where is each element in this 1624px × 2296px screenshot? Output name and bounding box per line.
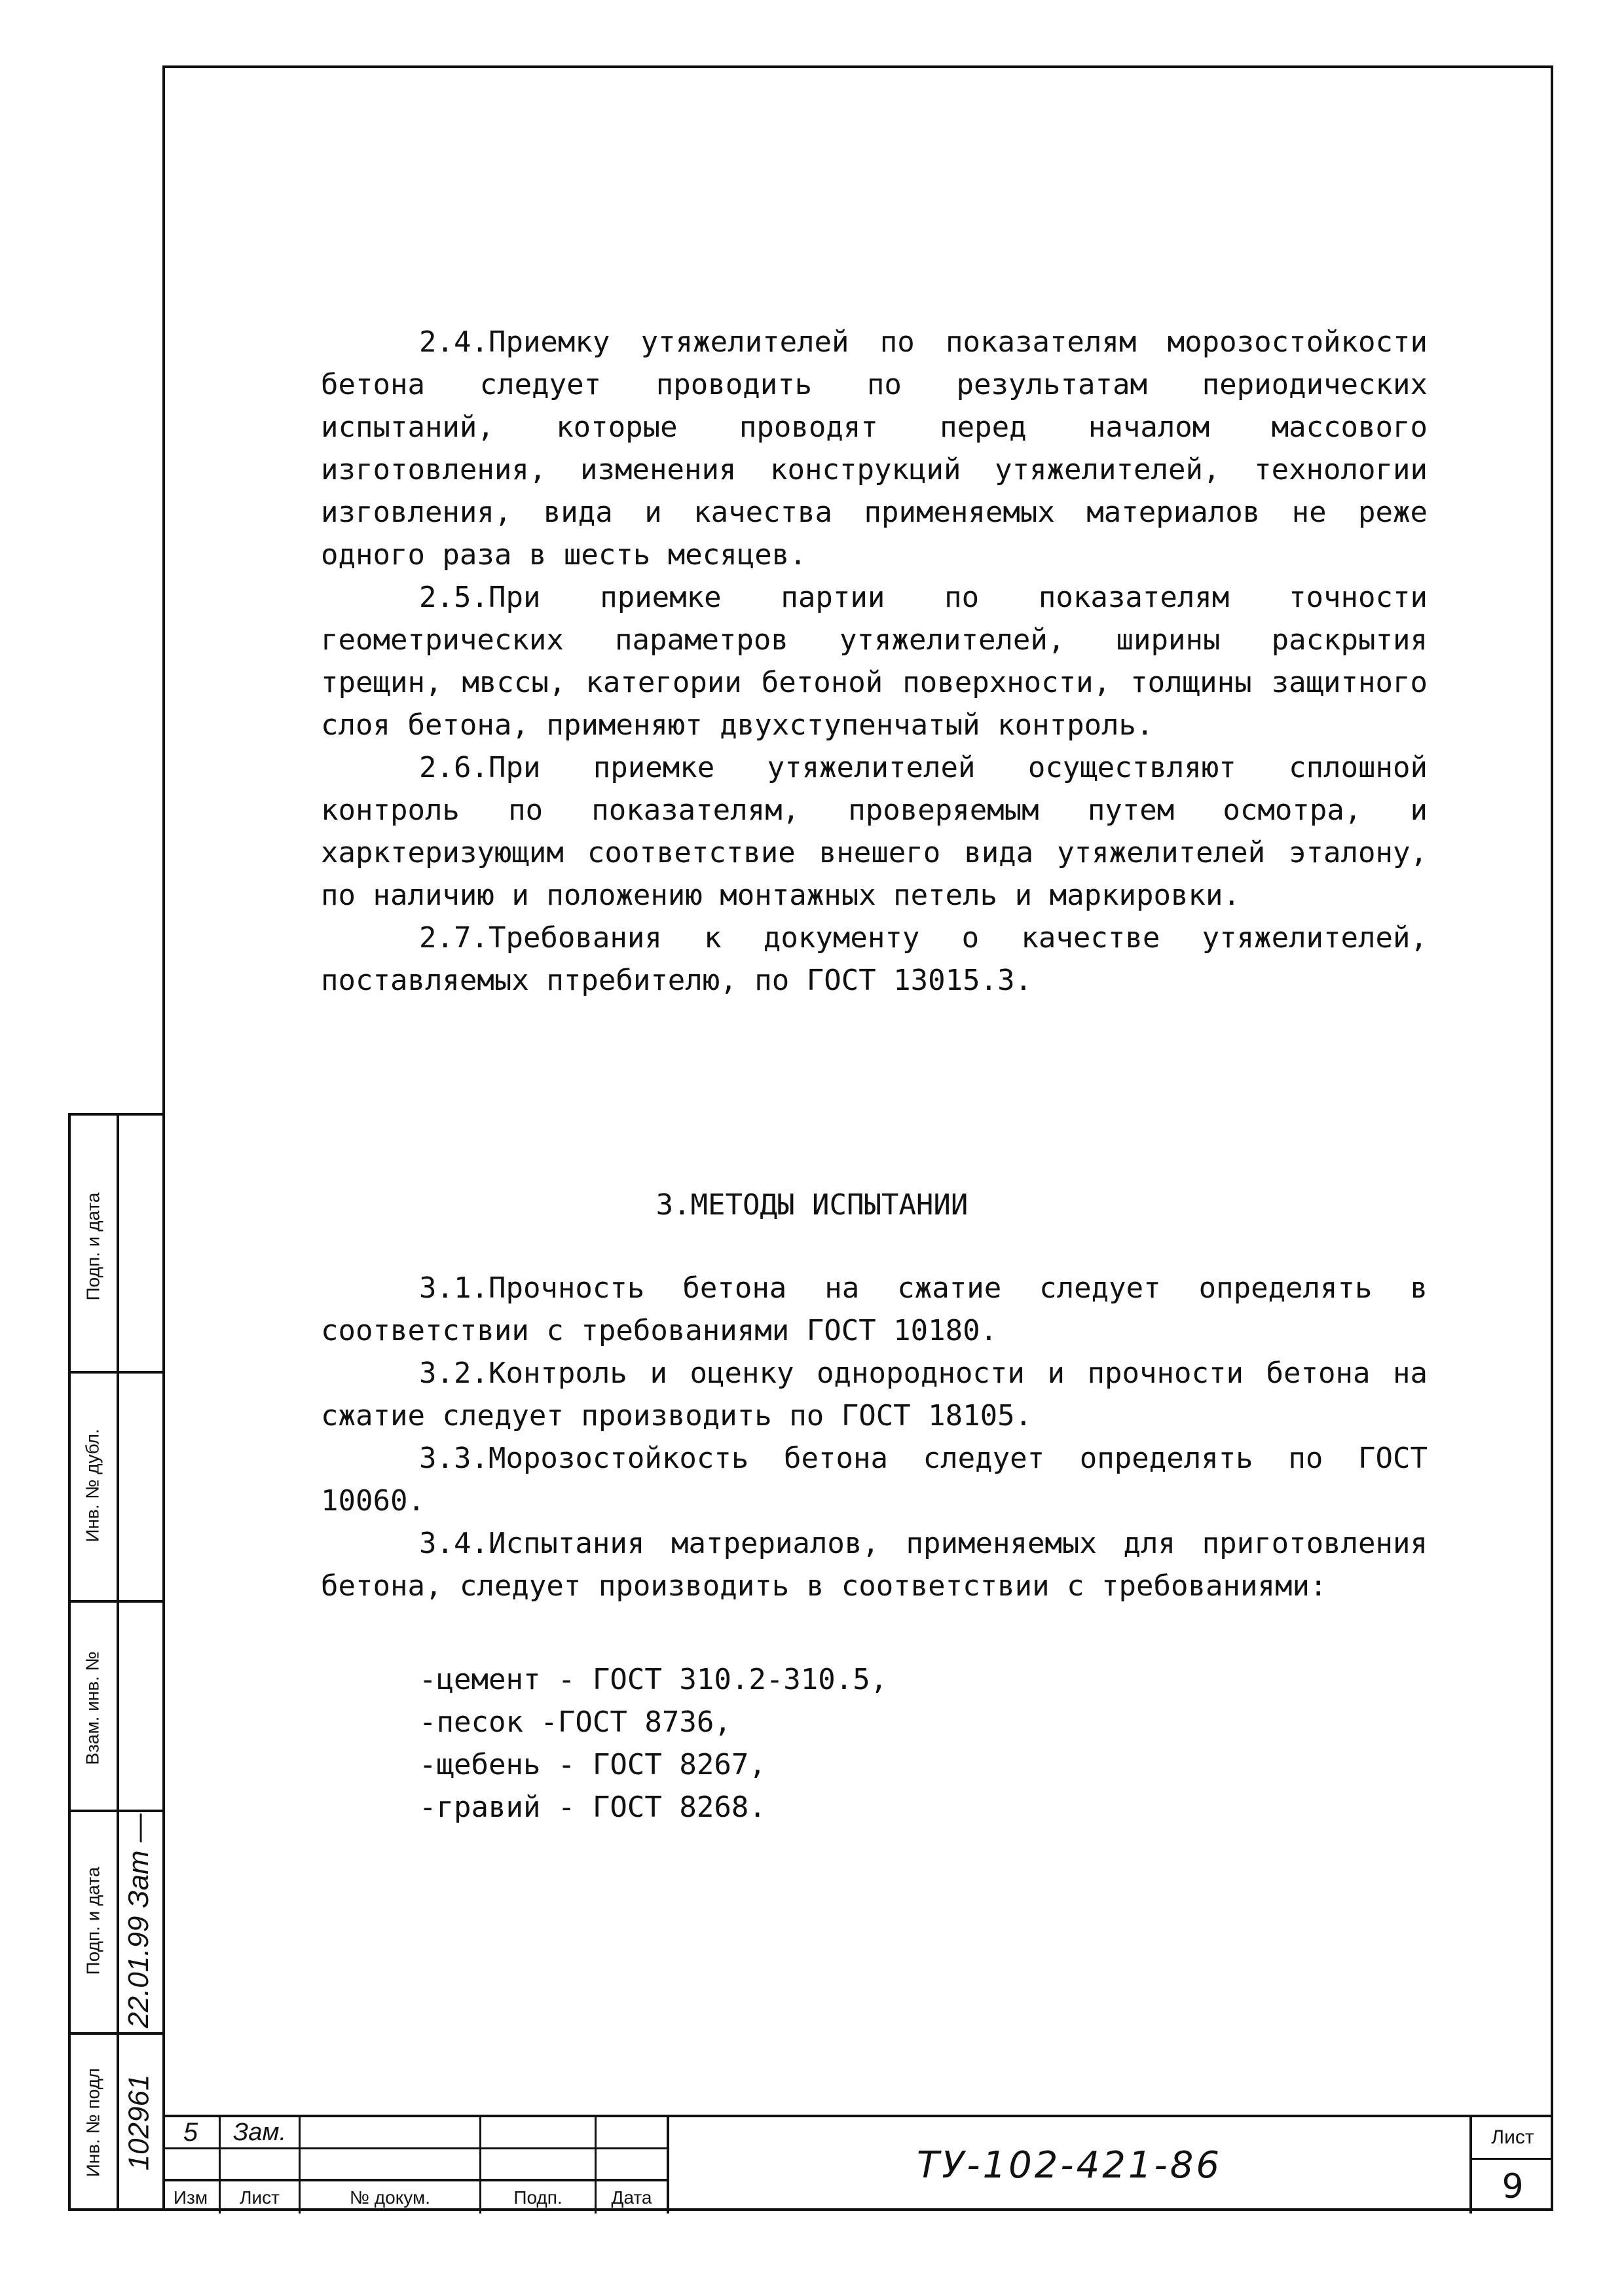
- side-label-sign-date: Подп. и дата: [83, 1192, 103, 1301]
- paragraph-2-7: 2.7.Требования к документу о качестве утяжелителей, поставляемых птребителю, по ГОСТ 13015.3.: [321, 921, 1428, 997]
- change-number: 5: [183, 2117, 198, 2147]
- side-label-replace-inv: Взам. инв. №: [83, 1651, 103, 1765]
- side-label-orig-inv: Инв. № подл: [83, 2068, 103, 2177]
- section-heading: 3.МЕТОДЫ ИСПЫТАНИИ: [655, 1188, 969, 1222]
- handwritten-signature: 22.01.99 Зат —: [122, 1813, 155, 2028]
- sheet-number: 9: [1502, 2167, 1524, 2206]
- header-date: Дата: [611, 2187, 652, 2208]
- document-code: ТУ-102-421-86: [917, 2144, 1222, 2187]
- list-item-gravel: -гравий - ГОСТ 8268.: [419, 1791, 766, 1824]
- paragraph-2-5: 2.5.При приемке партии по показателям точности геометрических параметров утяжелителей, ширины раскрытия трещин, мвссы, категории бетоной поверхности, толщины защитного слоя бетона, применяют двухступенчатый контроль.: [321, 581, 1428, 742]
- header-izm: Изм: [173, 2187, 208, 2208]
- paragraph-3-1: 3.1.Прочность бетона на сжатие следует определять в соответствии с требованиями ГОСТ 10180.: [321, 1271, 1428, 1347]
- list-item-cement: -цемент - ГОСТ 310.2-310.5,: [419, 1663, 888, 1696]
- change-type: Зам.: [232, 2118, 287, 2146]
- header-signature: Подп.: [513, 2187, 563, 2208]
- list-item-gravel-crushed: -щебень - ГОСТ 8267,: [419, 1748, 766, 1781]
- list-item-sand: -песок -ГОСТ 8736,: [419, 1705, 731, 1739]
- header-doc-number: № докум.: [349, 2187, 430, 2208]
- paragraph-3-4: 3.4.Испытания матрериалов, применяемых для приготовления бетона, следует производить в соответствии с требованиями:: [321, 1527, 1428, 1603]
- header-list: Лист: [240, 2187, 280, 2208]
- paragraph-2-4: 2.4.Приемку утяжелителей по показателям морозостойкости бетона следует проводить по результатам периодических испытаний, которые проводят перед началом массового изготовления, изменения конструкций утяжелителей, технологии изговления, вида и качества применяемых материалов не реже одного раза в шесть месяцев.: [321, 325, 1428, 572]
- side-stamp: [68, 1113, 162, 2211]
- paragraph-2-6: 2.6.При приемке утяжелителей осуществляют сплошной контроль по показателям, проверяемым путем осмотра, и харктеризующим соответствие внешего вида утяжелителей эталону, по наличию и положению монтажных петель и маркировки.: [321, 751, 1428, 912]
- sheet-label: Лист: [1491, 2126, 1534, 2148]
- title-block: [162, 2115, 1553, 2214]
- paragraph-3-2: 3.2.Контроль и оценку однородности и прочности бетона на сжатие следует производить по ГОСТ 18105.: [321, 1357, 1428, 1432]
- side-label-dup-inv: Инв. № дубл.: [83, 1429, 103, 1542]
- orig-inv-number: 102961: [122, 2074, 155, 2170]
- paragraph-3-3: 3.3.Морозостойкость бетона следует определять по ГОСТ 10060.: [321, 1442, 1428, 1518]
- side-label-sign-date-2: Подп. и дата: [83, 1867, 103, 1975]
